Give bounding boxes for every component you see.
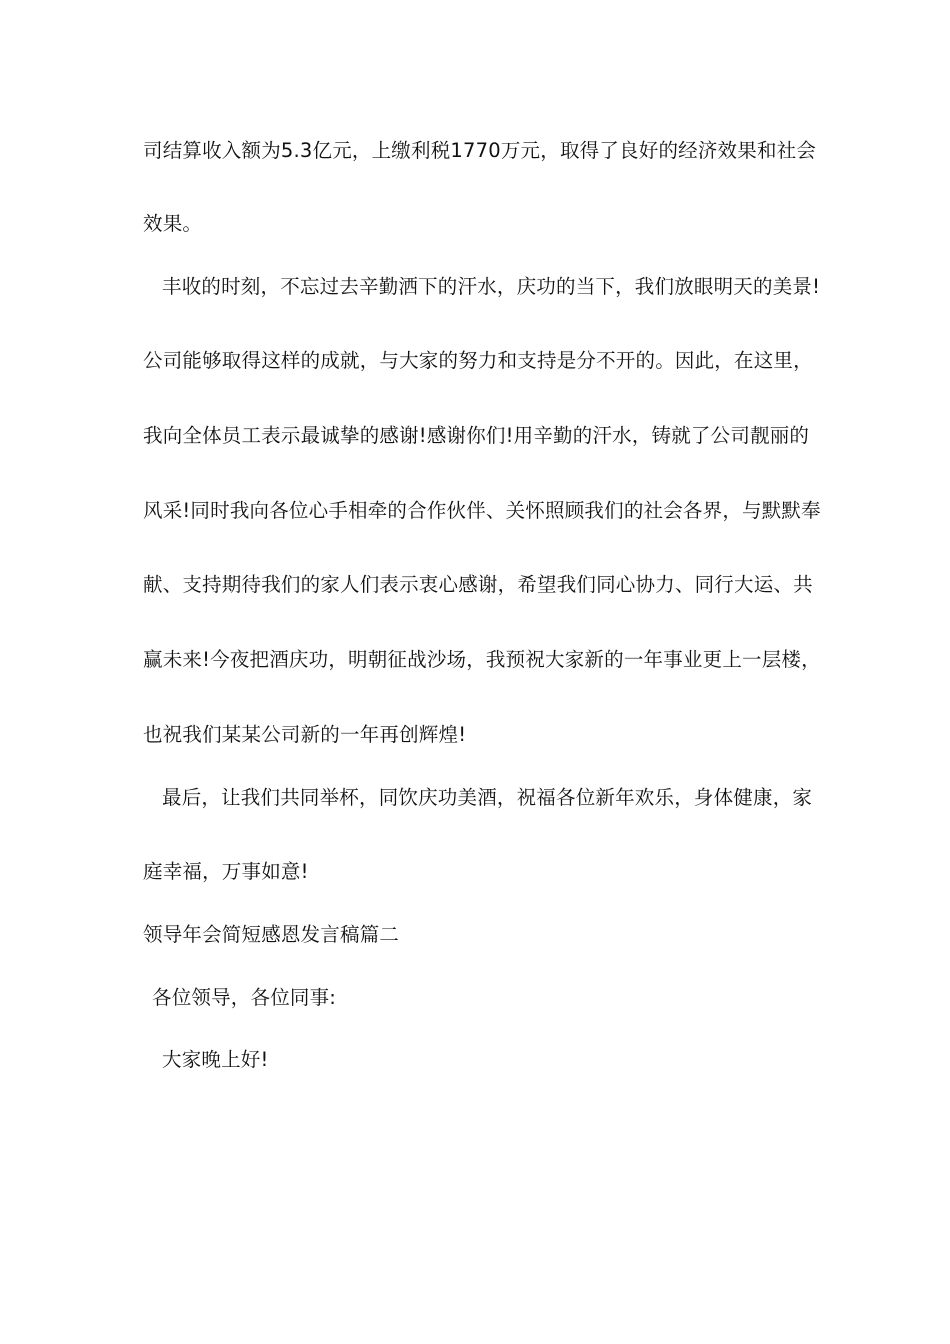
paragraph-line-8: 赢未来!今夜把酒庆功，明朝征战沙场，我预祝大家新的一年事业更上一层楼， [143,648,821,671]
paragraph-line-4: 公司能够取得这样的成就，与大家的努力和支持是分不开的。因此，在这里， [143,349,813,372]
paragraph-line-7: 献、支持期待我们的家人们表示衷心感谢，希望我们同心协力、同行大运、共 [143,573,813,596]
paragraph-line-11: 庭幸福，万事如意! [143,860,309,883]
section-heading: 领导年会简短感恩发言稿篇二 [143,923,400,946]
paragraph-line-9: 也祝我们某某公司新的一年再创辉煌! [143,723,467,746]
paragraph-line-2: 效果。 [143,212,203,235]
paragraph-line-5: 我向全体员工表示最诚挚的感谢!感谢你们!用辛勤的汗水，铸就了公司靓丽的 [143,424,810,447]
paragraph-line-10: 最后，让我们共同举杯，同饮庆功美酒，祝福各位新年欢乐，身体健康，家 [162,786,813,809]
paragraph-line-6: 风采!同时我向各位心手相牵的合作伙伴、关怀照顾我们的社会各界，与默默奉 [143,499,821,522]
paragraph-line-1: 司结算收入额为5.3亿元，上缴利税1770万元，取得了良好的经济效果和社会 [143,139,817,162]
salutation-line: 各位领导，各位同事: [152,986,337,1009]
greeting-line: 大家晚上好! [162,1048,269,1071]
paragraph-line-3: 丰收的时刻，不忘过去辛勤洒下的汗水，庆功的当下，我们放眼明天的美景! [162,275,821,298]
